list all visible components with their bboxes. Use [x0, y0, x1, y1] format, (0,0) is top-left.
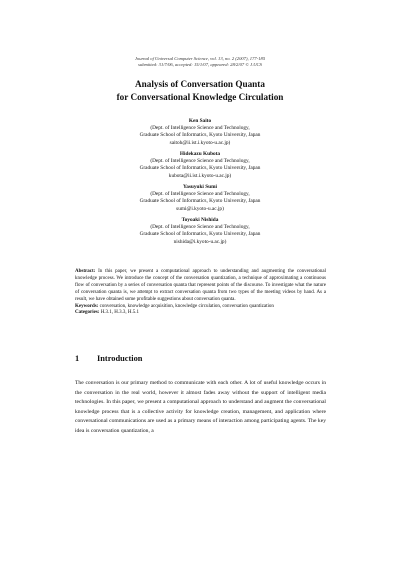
author-block: [60, 217, 340, 246]
journal-header: [60, 56, 340, 68]
author-email: sumi@i.kyoto-u.ac.jp): [176, 205, 224, 212]
author-name: Yasuyuki Sumi: [182, 184, 217, 190]
body-text: [75, 379, 326, 437]
paper-title: [40, 78, 360, 104]
author-department: (Dept. of Intelligence Science and Technology,: [150, 125, 250, 132]
author-block: [60, 151, 340, 180]
title-line-2: for Conversational Knowledge Circulation: [116, 92, 284, 102]
author-school: Graduate School of Informatics, Kyoto University, Japan: [139, 165, 261, 172]
author-email: saitoh@ii.ist.i.kyoto-u.ac.jp): [169, 139, 231, 146]
author-name: Toyoaki Nishida: [181, 217, 219, 223]
section-number: 1: [75, 354, 80, 363]
journal-dates: submitted: 31/7/06, accepted: 15/1/07, appeared: 28/2/07 © J.UCS: [138, 62, 262, 67]
abstract-label: Abstract:: [75, 269, 96, 274]
author-name: Hidekazu Kubota: [179, 151, 221, 157]
author-department: (Dept. of Intelligence Science and Technology,: [150, 191, 250, 198]
abstract-block: [75, 269, 326, 317]
keywords-line: [75, 304, 326, 311]
author-block: [60, 184, 340, 213]
author-school: Graduate School of Informatics, Kyoto University, Japan: [139, 198, 261, 205]
author-name: Ken Saito: [188, 118, 212, 124]
abstract-text: In this paper, we present a computational approach to understanding and augmenting the conversational knowledge process. We introduce the concept of the conversation quantization, a technique of approximating a continuous flow of conversation by a series of conversation quanta that represent points of the discourse. To investigate what the nature of conversation quanta is, we attempt to extract conversation quanta from two types of the meeting videos by hand. As a result, we have obtained some profitable suggestions about conversation quanta.: [75, 269, 327, 302]
keywords-label: Keywords:: [75, 303, 99, 309]
journal-citation: Journal of Universal Computer Science, vol. 13, no. 2 (2007), 177-185: [134, 56, 266, 61]
author-department: (Dept. of Intelligence Science and Technology,: [150, 224, 250, 231]
author-block: [60, 118, 340, 147]
author-school: Graduate School of Informatics, Kyoto University, Japan: [139, 231, 261, 238]
categories-label: Categories:: [75, 310, 100, 316]
section-title: Introduction: [97, 354, 143, 363]
section-heading: [75, 354, 142, 363]
categories-line: [75, 310, 326, 317]
author-email: kubota@ii.ist.i.kyoto-u.ac.jp): [168, 172, 232, 179]
keywords-text: conversation, knowledge acquisition, knowledge circulation, conversation quantization: [99, 303, 274, 309]
author-school: Graduate School of Informatics, Kyoto University, Japan: [139, 132, 261, 139]
author-department: (Dept. of Intelligence Science and Technology,: [150, 158, 250, 165]
author-email: nishida@i.kyoto-u.ac.jp): [173, 238, 227, 245]
body-paragraph: The conversation is our primary method to communicate with each other. A lot of useful knowledge occurs in the conversation in the real world, however it almost fades away without the support of intelligent media technologies. In this paper, we present a computational approach to understand and augment the conversational knowledge process that is a collective activity for knowledge creation, management, and application where conversational communications are used as a primary means of interaction among participating agents. The key idea is conversation quantization, a: [75, 380, 326, 434]
abstract-paragraph: [75, 269, 326, 304]
title-line-1: Analysis of Conversation Quanta: [135, 79, 265, 89]
categories-text: H.3.1, H.3.3, H.5.1: [100, 310, 140, 316]
